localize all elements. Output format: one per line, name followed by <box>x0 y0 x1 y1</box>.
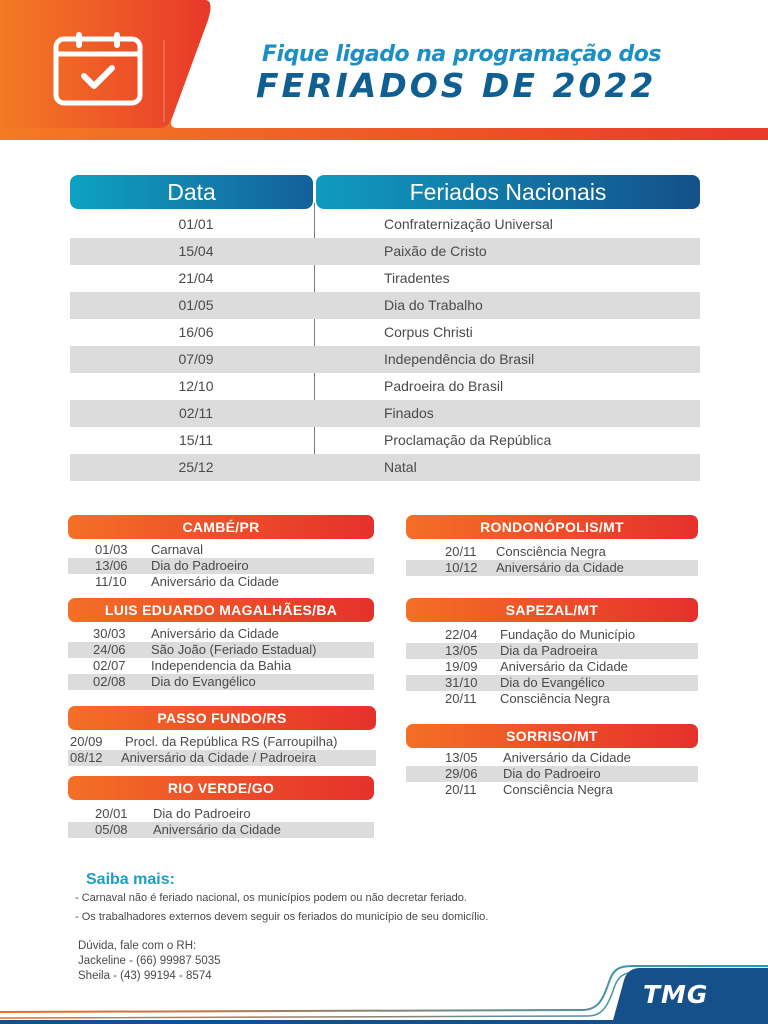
list-item <box>406 544 698 560</box>
table-row <box>70 454 700 481</box>
item-date: 29/06 <box>445 766 478 781</box>
row-holiday: Dia do Trabalho <box>384 297 483 313</box>
contact-title: Dúvida, fale com o RH: <box>78 940 197 952</box>
list-item <box>406 627 698 643</box>
item-date: 01/03 <box>95 542 128 557</box>
tmg-logo: TMG <box>643 980 709 1009</box>
row-date: 25/12 <box>178 459 214 475</box>
info-note-external-workers: - Os trabalhadores externos devem seguir os feriados do município de seu domicílio. <box>75 911 489 923</box>
item-name: Dia do Evangélico <box>151 674 256 689</box>
item-date: 02/08 <box>93 674 126 689</box>
item-date: 10/12 <box>445 560 478 575</box>
item-name: Dia do Padroeiro <box>503 766 601 781</box>
table-row <box>70 265 700 292</box>
list-item <box>406 675 698 691</box>
city-title: SORRISO/MT <box>406 724 698 748</box>
list-item <box>406 691 698 707</box>
item-date: 13/05 <box>445 750 478 765</box>
table-row <box>70 400 700 427</box>
column-header-holiday: Feriados Nacionais <box>316 175 700 209</box>
row-date: 15/04 <box>178 243 214 259</box>
row-date: 02/11 <box>179 405 213 421</box>
city-title: LUIS EDUARDO MAGALHÃES/BA <box>68 598 374 622</box>
item-date: 20/09 <box>70 734 103 749</box>
item-name: Consciência Negra <box>503 782 613 797</box>
list-item <box>68 822 374 838</box>
table-row <box>70 211 700 238</box>
item-name: Dia da Padroeira <box>500 643 598 658</box>
item-name: Carnaval <box>151 542 204 557</box>
row-date: 07/09 <box>178 351 214 367</box>
item-date: 24/06 <box>93 642 126 657</box>
list-item <box>68 542 374 558</box>
city-title: RONDONÓPOLIS/MT <box>406 515 698 539</box>
list-item <box>68 750 376 766</box>
city-title: RIO VERDE/GO <box>68 776 374 800</box>
item-name: Aniversário da Cidade <box>153 822 281 837</box>
list-item <box>406 659 698 675</box>
item-date: 20/11 <box>445 691 477 706</box>
list-item <box>406 766 698 782</box>
item-name: Dia do Padroeiro <box>153 806 251 821</box>
item-name: Fundação do Município <box>500 627 636 642</box>
list-item <box>68 642 374 658</box>
title-line-2: FERIADOS DE 2022 <box>256 66 657 105</box>
column-header-date: Data <box>70 175 313 209</box>
row-date: 16/06 <box>178 324 214 340</box>
item-date: 20/11 <box>445 544 477 559</box>
row-date: 12/10 <box>178 378 214 394</box>
list-item <box>68 626 374 642</box>
calendar-check-icon <box>52 30 144 108</box>
item-name: Aniversário da Cidade <box>151 574 279 589</box>
list-item <box>68 658 374 674</box>
list-item <box>68 574 374 590</box>
item-name: Consciência Negra <box>500 691 610 706</box>
city-title: PASSO FUNDO/RS <box>68 706 376 730</box>
city-block-cambe <box>68 515 374 590</box>
city-title: SAPEZAL/MT <box>406 598 698 622</box>
city-block-sorriso <box>406 724 698 798</box>
list-item <box>68 806 374 822</box>
row-date: 01/05 <box>178 297 214 313</box>
item-name: Consciência Negra <box>496 544 606 559</box>
row-holiday: Natal <box>384 459 417 475</box>
row-holiday: Tiradentes <box>384 270 450 286</box>
row-holiday: Paixão de Cristo <box>384 243 487 259</box>
row-holiday: Independência do Brasil <box>384 351 535 367</box>
list-item <box>406 782 698 798</box>
row-holiday: Confraternização Universal <box>384 216 553 232</box>
item-date: 13/06 <box>95 558 128 573</box>
row-holiday: Finados <box>384 405 434 421</box>
row-date: 15/11 <box>179 432 213 448</box>
item-date: 22/04 <box>445 627 478 642</box>
info-title: Saiba mais: <box>86 871 175 888</box>
item-name: Aniversário da Cidade / Padroeira <box>121 750 317 765</box>
item-name: Aniversário da Cidade <box>151 626 279 641</box>
list-item <box>68 558 374 574</box>
item-date: 05/08 <box>95 822 128 837</box>
city-block-rio-verde <box>68 776 374 838</box>
item-date: 20/11 <box>445 782 477 797</box>
table-row <box>70 427 700 454</box>
city-title: CAMBÉ/PR <box>68 515 374 539</box>
item-date: 13/05 <box>445 643 478 658</box>
list-item <box>406 750 698 766</box>
item-date: 19/09 <box>445 659 478 674</box>
list-item <box>68 734 376 750</box>
item-date: 11/10 <box>95 574 127 589</box>
item-name: São João (Feriado Estadual) <box>151 642 317 657</box>
item-date: 02/07 <box>93 658 126 673</box>
city-block-sapezal <box>406 598 698 707</box>
list-item <box>406 643 698 659</box>
list-item <box>406 560 698 576</box>
table-row <box>70 292 700 319</box>
national-holidays-table <box>70 175 700 481</box>
row-holiday: Padroeira do Brasil <box>384 378 504 394</box>
row-date: 21/04 <box>178 270 214 286</box>
city-block-lem <box>68 598 374 690</box>
item-name: Aniversário da Cidade <box>500 659 628 674</box>
item-name: Dia do Evangélico <box>500 675 605 690</box>
row-date: 01/01 <box>178 216 214 232</box>
item-name: Independencia da Bahia <box>151 658 292 673</box>
list-item <box>68 674 374 690</box>
item-date: 20/01 <box>95 806 128 821</box>
title-line-1: Fique ligado na programação dos <box>262 42 661 67</box>
row-holiday: Corpus Christi <box>384 324 473 340</box>
item-date: 08/12 <box>70 750 103 765</box>
item-name: Aniversário da Cidade <box>496 560 624 575</box>
table-row <box>70 373 700 400</box>
item-date: 30/03 <box>93 626 126 641</box>
contact-sheila: Sheila - (43) 99194 - 8574 <box>78 970 212 982</box>
row-holiday: Proclamação da República <box>384 432 552 448</box>
info-note-carnaval: - Carnaval não é feriado nacional, os municípios podem ou não decretar feriado. <box>75 892 467 904</box>
city-block-passo-fundo <box>68 706 376 766</box>
item-name: Aniversário da Cidade <box>503 750 631 765</box>
city-block-rondonopolis <box>406 515 698 576</box>
table-row <box>70 346 700 373</box>
contact-jackeline: Jackeline - (66) 99987 5035 <box>78 955 221 967</box>
table-row <box>70 319 700 346</box>
table-row <box>70 238 700 265</box>
item-date: 31/10 <box>445 675 478 690</box>
item-name: Procl. da República RS (Farroupilha) <box>125 734 338 749</box>
item-name: Dia do Padroeiro <box>151 558 249 573</box>
